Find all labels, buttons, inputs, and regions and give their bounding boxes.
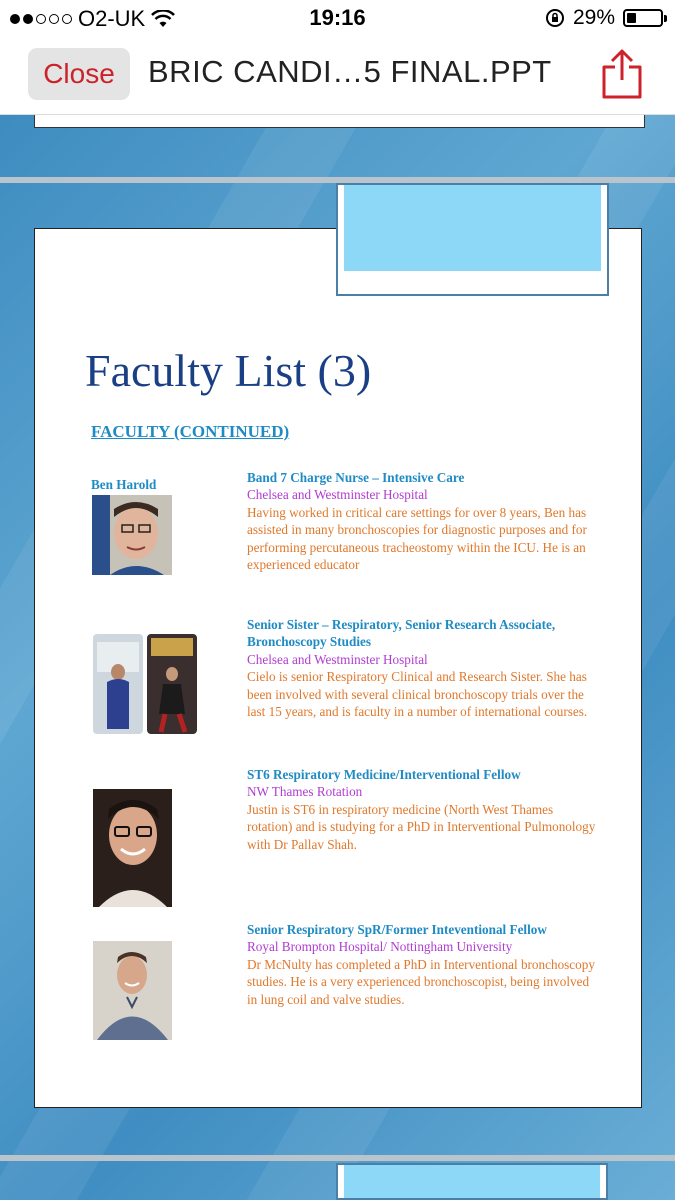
faculty-bio: Dr McNulty has completed a PhD in Interventional bronchoscopy studies. He is a very experienced bronchoscopist, being involved in lung coil and valve studies. — [247, 956, 595, 1007]
battery-icon — [623, 9, 663, 27]
faculty-photo — [93, 789, 172, 907]
slide-viewer[interactable] — [0, 115, 675, 1200]
close-button[interactable]: Close — [28, 48, 130, 100]
faculty-role: Senior Sister – Respiratory, Senior Research Associate, Bronchoscopy Studies — [247, 617, 556, 650]
battery-percent: 29% — [572, 6, 615, 29]
faculty-photo — [93, 941, 172, 1040]
faculty-bio: Having worked in critical care settings for over 8 years, Ben has assisted in many bronchoscopies for diagnostic purposes and for performing percutaneous tracheostomy within the ICU. He is an experienced educator — [247, 504, 587, 573]
faculty-name: Ben Harold — [91, 477, 157, 492]
faculty-role: Band 7 Charge Nurse – Intensive Care — [247, 470, 465, 485]
document-navbar — [0, 38, 675, 115]
faculty-entry — [247, 616, 592, 720]
faculty-role: ST6 Respiratory Medicine/Interventional Fellow — [247, 767, 521, 782]
faculty-hospital: Chelsea and Westminster Hospital — [247, 651, 428, 667]
status-bar — [0, 0, 675, 38]
slide-title: Faculty List (3) — [85, 345, 372, 396]
next-slide-tab — [336, 1163, 608, 1200]
faculty-bio: Justin is ST6 in respiratory medicine (North West Thames rotation) and is studying for a PhD in Interventional Pulmonology with Dr Pallav Shah. — [247, 801, 596, 852]
slide-header-tab — [336, 183, 609, 296]
faculty-hospital: Royal Brompton Hospital/ Nottingham University — [247, 939, 513, 955]
faculty-entry — [247, 469, 597, 573]
faculty-role: Senior Respiratory SpR/Former Inteventional Fellow — [247, 922, 547, 937]
next-slide[interactable] — [0, 1163, 675, 1200]
faculty-entry — [247, 921, 597, 1008]
rotation-lock-icon — [545, 8, 565, 28]
faculty-hospital: Chelsea and Westminster Hospital — [247, 487, 428, 503]
faculty-bio: Cielo is senior Respiratory Clinical and Research Sister. She has been involved with several clinical bronchoscopy trials over the last 15 years, and is faculty in a number of international courses. — [247, 669, 588, 720]
document-title: BRIC CANDI…5 FINAL.PPT — [148, 54, 552, 89]
section-heading: FACULTY (CONTINUED) — [91, 422, 290, 441]
slide-faculty-list[interactable] — [34, 228, 642, 1108]
faculty-photo — [93, 634, 197, 734]
faculty-hospital: NW Thames Rotation — [247, 784, 363, 800]
carrier-name: O2-UK — [78, 6, 146, 31]
previous-slide[interactable] — [34, 115, 645, 128]
share-icon[interactable] — [598, 48, 646, 100]
faculty-photo — [92, 495, 172, 575]
clock: 19:16 — [309, 5, 366, 30]
status-right — [545, 6, 663, 30]
faculty-entry — [247, 766, 597, 853]
